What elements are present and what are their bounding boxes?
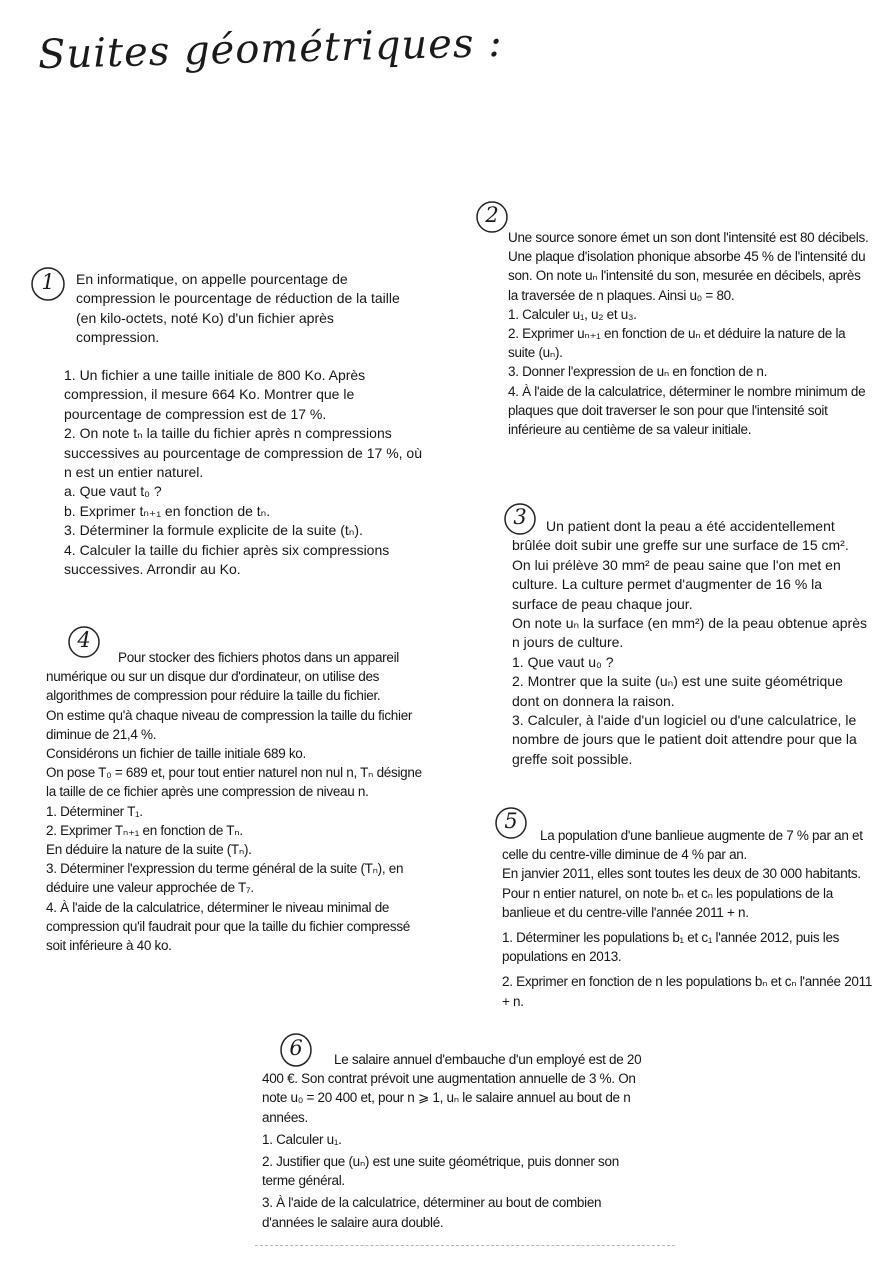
exercise-6-block: [262, 1050, 646, 1232]
exercise-6-number-text: 6: [289, 1036, 303, 1060]
exercise-1-q3: 3. Déterminer la formule explicite de la suite (tₙ).: [64, 522, 363, 539]
exercise-6-q1: 1. Calculer u₁.: [262, 1131, 342, 1147]
exercise-2-q4: 4. À l'aide de la calculatrice, déterminer le nombre minimum de plaques que doit traverser le son pour que l'intensité soit inférieure au centième de sa valeur initiale.: [508, 383, 866, 438]
exercise-6-q3: 3. À l'aide de la calculatrice, déterminer au bout de combien d'années le salaire aura doublé.: [262, 1195, 602, 1230]
exercise-4-intro4: On pose T₀ = 689 et, pour tout entier naturel non nul n, Tₙ désigne la taille de ce fichier après une compression de niveau n.: [46, 765, 422, 800]
exercise-4-q2b: En déduire la nature de la suite (Tₙ).: [46, 842, 252, 858]
exercise-4-intro: Pour stocker des fichiers photos dans un appareil numérique ou sur un disque dur d'ordinateur, on utilise des algorithmes de compression pour réduire la taille du fichier.: [46, 650, 399, 704]
exercise-4-q4: 4. À l'aide de la calculatrice, déterminer le niveau minimal de compression qu'il faudrait pour que la taille du fichier compressé soit inférieure à 40 ko.: [46, 899, 410, 954]
exercise-1-q2b: b. Exprimer tₙ₊₁ en fonction de tₙ.: [64, 502, 271, 519]
exercise-3-q1: 1. Que vaut u₀ ?: [512, 653, 614, 670]
exercise-3-q3: 3. Calculer, à l'aide d'un logiciel ou d'une calculatrice, le nombre de jours que le patient doit attendre pour que la greffe soit possible.: [512, 712, 857, 767]
exercise-3-q2: 2. Montrer que la suite (uₙ) est une suite géométrique dont on donnera la raison.: [512, 673, 843, 709]
exercise-4-intro2: On estime qu'à chaque niveau de compression la taille du fichier diminue de 21,4 %.: [46, 707, 413, 742]
exercise-4-q1: 1. Déterminer T₁.: [46, 803, 143, 819]
exercise-6-q2: 2. Justifier que (uₙ) est une suite géométrique, puis donner son terme général.: [262, 1154, 619, 1189]
exercise-4-block: [46, 648, 426, 955]
exercise-3-block: [512, 517, 868, 769]
exercise-2-number-text: 2: [485, 203, 499, 227]
exercise-1-q4: 4. Calculer la taille du fichier après six compressions successives. Arrondir au Ko.: [64, 541, 390, 578]
exercise-2-block: [508, 228, 870, 439]
exercise-4-q2: 2. Exprimer Tₙ₊₁ en fonction de Tₙ.: [46, 822, 243, 838]
exercise-1-q2a: a. Que vaut t₀ ?: [64, 483, 162, 500]
exercise-6-intro: Le salaire annuel d'embauche d'un employé est de 20 400 €. Son contrat prévoit une augmentation annuelle de 3 %. On note u₀ = 20 400 et, pour n ⩾ 1, uₙ le salaire annuel au bout de n années.: [262, 1052, 642, 1125]
exercise-3-intro2: On note uₙ la surface (en mm²) de la peau obtenue après n jours de culture.: [512, 615, 868, 651]
exercise-5-q2: 2. Exprimer en fonction de n les populations bₙ et cₙ l'année 2011 + n.: [502, 974, 873, 1009]
exercise-1-number-text: 1: [41, 270, 55, 294]
exercise-1-q1: 1. Un fichier a une taille initiale de 800 Ko. Après compression, il mesure 664 Ko. Montrer que le pourcentage de compression est de 17 %.: [64, 367, 366, 422]
exercise-5-number-text: 5: [504, 809, 518, 833]
exercise-2-intro: Une source sonore émet un son dont l'intensité est 80 décibels. Une plaque d'isolation phonique absorbe 45 % de l'intensité du son. On note uₙ l'intensité du son, mesurée en décibels, après la traversée de n plaques. Ainsi u₀ = 80.: [508, 230, 869, 303]
exercise-4-q3: 3. Déterminer l'expression du terme général de la suite (Tₙ), en déduire une valeur approchée de T₇.: [46, 861, 404, 896]
exercise-1-q2: 2. On note tₙ la taille du fichier après n compressions successives au pourcentage de compression de 17 %, où n est un entier naturel.: [64, 425, 422, 481]
exercise-2-q1: 1. Calculer u₁, u₂ et u₃.: [508, 306, 637, 322]
exercise-4-number-text: 4: [77, 628, 91, 652]
exercise-3-intro: Un patient dont la peau a été accidentellement brûlée doit subir une greffe sur une surface de 15 cm². On lui prélève 30 mm² de peau saine que l'on met en culture. La culture permet d'augmenter de 16 % la surface de peau chaque jour.: [512, 518, 849, 612]
exercise-5-block: [502, 826, 880, 1011]
exercise-5-intro: La population d'une banlieue augmente de 7 % par an et celle du centre-ville diminue de 4 % par an.: [502, 828, 863, 863]
exercise-4-intro3: Considérons un fichier de taille initiale 689 ko.: [46, 746, 306, 762]
exercise-1-number: [30, 266, 66, 302]
exercise-1-intro-text: En informatique, on appelle pourcentage de compression le pourcentage de réduction de la taille (en kilo-octets, noté Ko) d'un fichier après compression.: [76, 271, 400, 346]
exercise-2-number: [474, 200, 510, 234]
exercise-5-intro2: En janvier 2011, elles sont toutes les deux de 30 000 habitants. Pour n entier naturel, on note bₙ et cₙ les populations de la banlieue et du centre-ville l'année 2011 + n.: [502, 866, 861, 920]
exercise-1-intro: [76, 270, 412, 348]
exercise-1-questions: [64, 366, 426, 579]
page-title: Suites géométriques :: [37, 19, 504, 79]
exercise-2-q3: 3. Donner l'expression de uₙ en fonction de n.: [508, 364, 768, 380]
bottom-divider: [255, 1245, 675, 1246]
exercise-5-q1: 1. Déterminer les populations b₁ et c₁ l'année 2012, puis les populations en 2013.: [502, 930, 840, 965]
exercise-3-number-text: 3: [513, 505, 527, 529]
exercise-2-q2: 2. Exprimer uₙ₊₁ en fonction de uₙ et déduire la nature de la suite (uₙ).: [508, 326, 846, 361]
